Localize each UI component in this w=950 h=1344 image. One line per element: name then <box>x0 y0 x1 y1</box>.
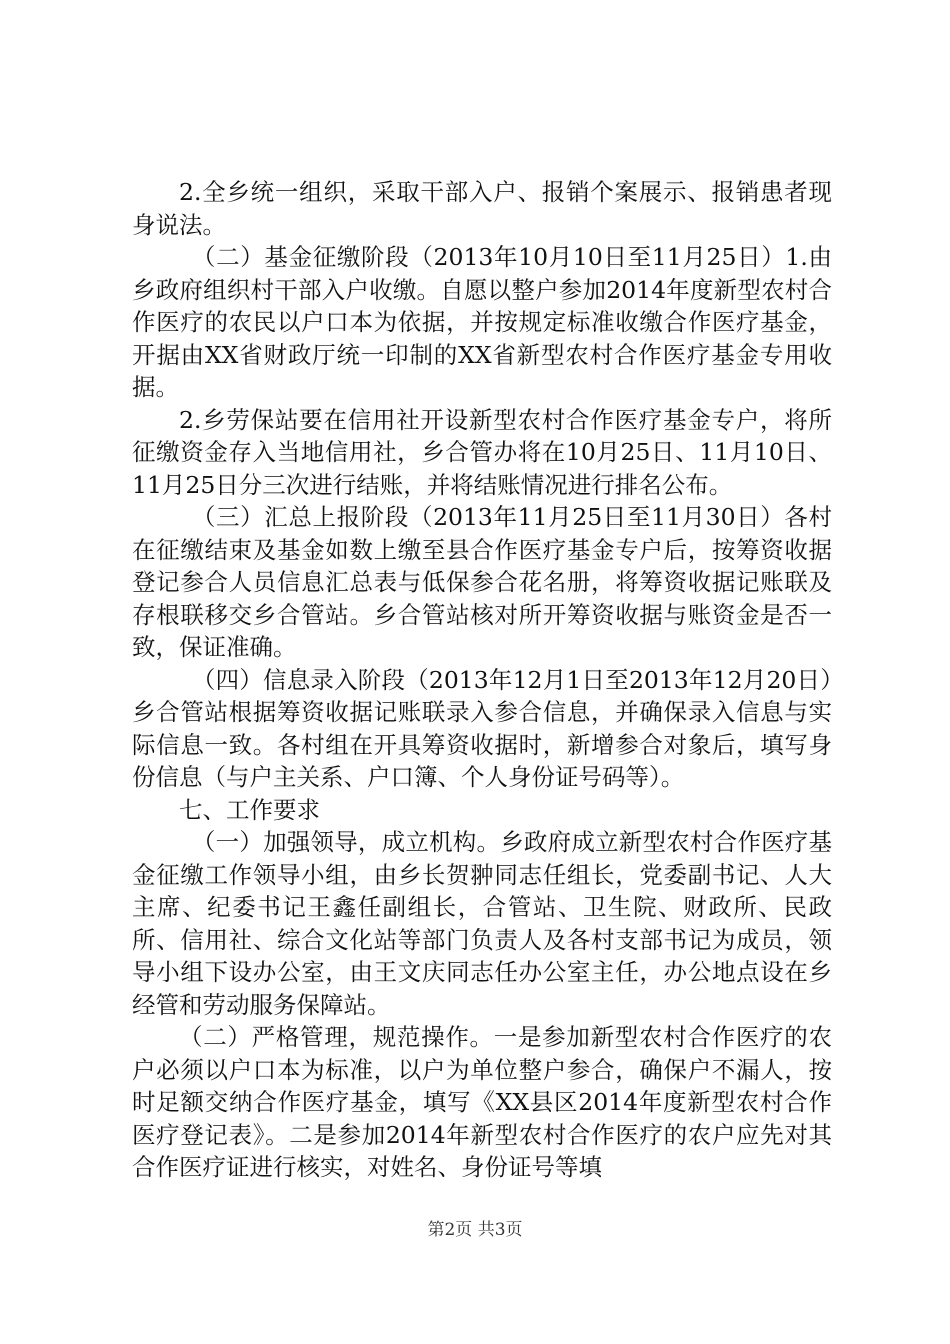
paragraph-1: 2.全乡统一组织，采取干部入户、报销个案展示、报销患者现身说法。 <box>132 178 832 239</box>
section-heading: 七、工作要求 <box>179 795 320 824</box>
paragraph-4: （三）汇总上报阶段（2013年11月25日至11月30日）各村在征缴结束及基金如数上缴至县合作医疗基金专户后，按筹资收据登记参合人员信息汇总表与低保参合花名册，将筹资收据记账联及存根联移交乡合管站。乡合管站核对所开筹资收据与账资金是否一致，保证准确。 <box>132 503 832 661</box>
paragraph-8: （二）严格管理，规范操作。一是参加新型农村合作医疗的农户必须以户口本为标准，以户为单位整户参合，确保户不漏人，按时足额交纳合作医疗基金，填写《XX县区2014年度新型农村合作医疗登记表》。二是参加2014年新型农村合作医疗的农户应先对其合作医疗证进行核实，对姓名、身份证号等填 <box>132 1023 832 1181</box>
paragraph-7: （一）加强领导，成立机构。乡政府成立新型农村合作医疗基金征缴工作领导小组，由乡长贺翀同志任组长，党委副书记、人大主席、纪委书记王鑫任副组长，合管站、卫生院、财政所、民政所、信用社、综合文化站等部门负责人及各村支部书记为成员，领导小组下设办公室，由王文庆同志任办公室主任，办公地点设在乡经管和劳动服务保障站。 <box>132 828 832 1019</box>
page-footer: 第2页 共3页 <box>427 1220 523 1240</box>
paragraph-2: （二）基金征缴阶段（2013年10月10日至11月25日）1.由乡政府组织村干部入户收缴。自愿以整户参加2014年度新型农村合作医疗的农民以户口本为依据，并按规定标准收缴合作医疗基金，开据由XX省财政厅统一印制的XX省新型农村合作医疗基金专用收据。 <box>132 243 832 401</box>
document-body <box>132 176 832 1184</box>
paragraph-5: （四）信息录入阶段（2013年12月1日至2013年12月20日）乡合管站根据筹资收据记账联录入参合信息，并确保录入信息与实际信息一致。各村组在开具筹资收据时，新增参合对象后，填写身份信息（与户主关系、户口簿、个人身份证号码等）。 <box>132 665 832 791</box>
paragraph-3: 2.乡劳保站要在信用社开设新型农村合作医疗基金专户，将所征缴资金存入当地信用社，乡合管办将在10月25日、11月10日、11月25日分三次进行结账，并将结账情况进行排名公布。 <box>132 405 832 499</box>
